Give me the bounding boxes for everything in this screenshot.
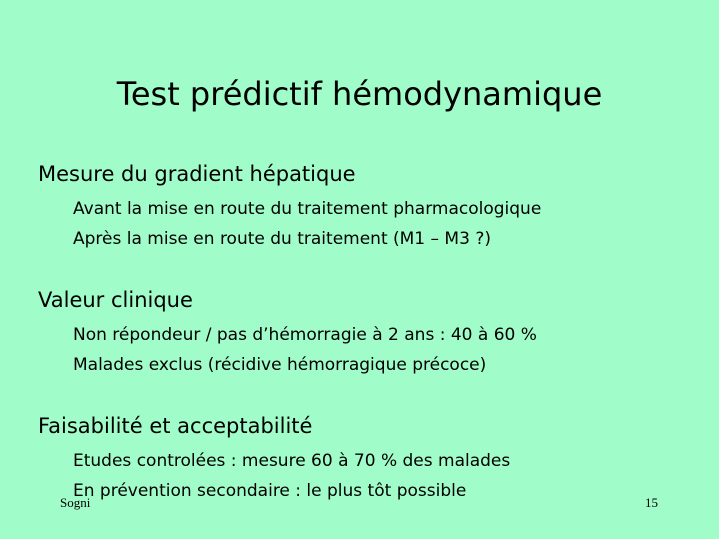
slide-title: Test prédictif hémodynamique bbox=[116, 75, 603, 113]
section-item: Malades exclus (récidive hémorragique précoce) bbox=[73, 355, 487, 375]
section-heading: Valeur clinique bbox=[38, 288, 193, 312]
section-faisabilite bbox=[38, 412, 698, 506]
section-item-list bbox=[38, 194, 698, 254]
section-item: Non répondeur / pas d’hémorragie à 2 ans : 40 à 60 % bbox=[73, 325, 537, 345]
section-heading: Mesure du gradient hépatique bbox=[38, 162, 356, 186]
page-number: 15 bbox=[645, 495, 658, 510]
section-valeur-clinique bbox=[38, 286, 698, 380]
section-item: En prévention secondaire : le plus tôt possible bbox=[73, 481, 467, 501]
section-item: Etudes controlées : mesure 60 à 70 % des malades bbox=[73, 451, 511, 471]
section-heading: Faisabilité et acceptabilité bbox=[38, 414, 313, 438]
footer-author: Sogni bbox=[60, 495, 91, 510]
section-item: Avant la mise en route du traitement pharmacologique bbox=[73, 199, 542, 219]
section-gradient-hepatique bbox=[38, 160, 698, 254]
section-item-list bbox=[38, 320, 698, 380]
section-item-list bbox=[38, 446, 698, 506]
section-item: Après la mise en route du traitement (M1 – M3 ?) bbox=[73, 229, 491, 249]
